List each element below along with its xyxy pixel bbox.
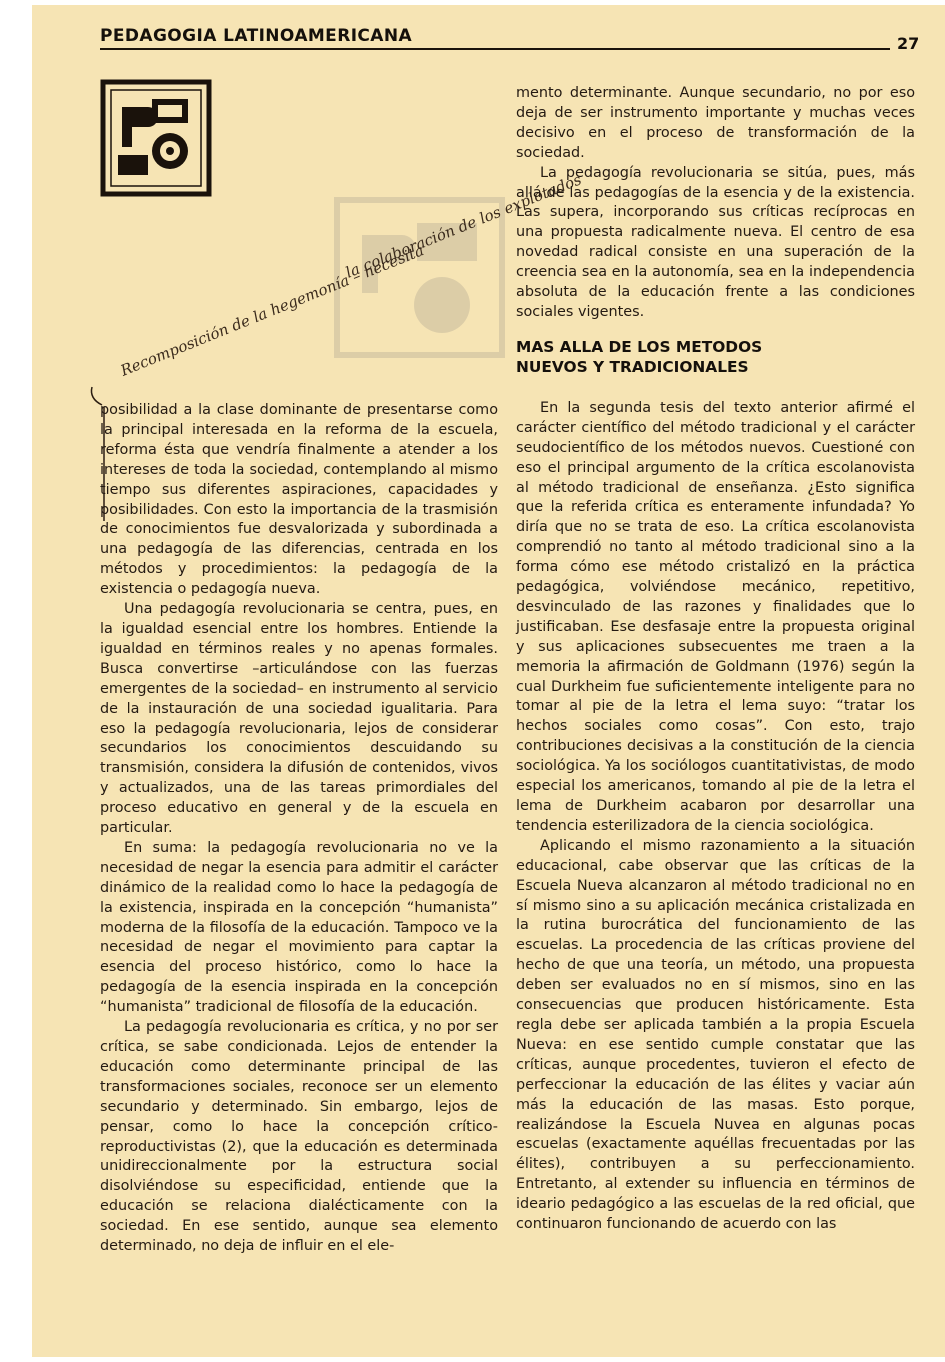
paragraph: mento determinante. Aunque secundario, no por eso deja de ser instrumento importante y muchas veces decisivo en el proceso de transformación de la sociedad. [516, 85, 915, 161]
section-heading-line: MAS ALLA DE LOS METODOS [516, 337, 763, 356]
section-heading [516, 337, 915, 377]
paragraph: posibilidad a la clase dominante de presentarse como la principal interesada en la reforma de la escuela, reforma ésta que vendría finalmente a atender a los intereses de toda la sociedad, contemplando al mismo tiempo sus diferentes aspiraciones, capacidades y posibilidades. Con esto la importancia de la trasmisión de conocimientos fue desvalorizada y subordinada a una pedagogía de las diferencias, centrada en los métodos y procedimientos: la pedagogía de la existencia o pedagogía nueva. [100, 402, 498, 598]
section-heading-line: NUEVOS Y TRADICIONALES [516, 357, 749, 376]
page-number: 27 [897, 34, 920, 53]
paragraph: En suma: la pedagogía revolucionaria no ve la necesidad de negar la esencia para admitir el carácter dinámico de la realidad como lo hace la pedagogía de la existencia, inspirada en la concepción “humanista” moderna de la filosofía de la educación. Tampoco ve la necesidad de negar el movimiento para captar la esencia del proceso histórico, como lo hace la pedagogía de la esencia inspirada en la concepción “humanista” tradicional de filosofía de la educación. [100, 839, 498, 1016]
book-page [32, 5, 945, 1357]
paragraph: Aplicando el mismo razonamiento a la situación educacional, cabe observar que las críticas de la Escuela Nueva alcanzaron al método tradicional no en sí mismo sino a su aplicación mecánica cristalizada en la rutina burocrática del funcionamiento de las escuelas. La procedencia de las críticas proviene del hecho de que una teoría, un método, una propuesta deben ser evaluados no en sí mismos, sino en las consecuencias que producen históricamente. Esta regla debe ser aplicada también a la propia Escuela Nueva: en ese sentido cumple constatar que las críticas, aunque procedentes, tuvieron el efecto de perfeccionar la educación de las élites y vaciar aún más la educación de las masas. Esto porque, realizándose la Escuela Nuvea en algunas pocas escuelas (exactamente aquéllas frecuentadas por las élites), contribuyen a su perfeccionamiento. Entretanto, al extender su influencia en términos de ideario pedagógico a las escuelas de la red oficial, que continuaron funcionando de acuerdo con las [516, 837, 915, 1233]
running-title: PEDAGOGIA LATINOAMERICANA [100, 26, 413, 46]
section-logo-icon [100, 79, 212, 197]
paragraph: La pedagogía revolucionaria se sitúa, pues, más allá de las pedagogías de la esencia y de la existencia. Las supera, incorporando sus críticas recíprocas en una propuesta radicalmente nueva. El centro de esa novedad radical consiste en una superación de la creencia sea en la autonomía, sea en la independencia absoluta de la educación frente a las condiciones sociales vigentes. [516, 164, 915, 320]
annotation-line: la colaboración de los explotados [343, 170, 585, 282]
paragraph: Una pedagogía revolucionaria se centra, pues, en la igualdad esencial entre los hombres. Entiende la igualdad en términos reales y no apenas formales. Busca convertirse –articulándose con las fuerzas emergentes de la sociedad– en instrumento al servicio de la instauración de una sociedad igualitaria. Para eso la pedagogía revolucionaria, lejos de considerar secundarios los conocimientos descuidando su transmisión, considera la difusión de contenidos, vivos y actualizados, una de las tareas primordiales del proceso educativo en general y de la escuela en particular. [100, 601, 498, 837]
header-rule [100, 48, 890, 50]
paragraph: En la segunda tesis del texto anterior afirmé el carácter científico del método tradicional y el carácter seudocientífico de los métodos nuevos. Cuestioné con eso el principal argumento de la crítica escolanovista al método tradicional de enseñanza. ¿Esto significa que la referida crítica es enteramente infundada? Yo diría que no se trata de eso. La crítica escolanovista comprendió no tanto al método tradicional sino a la forma cómo ese método cristalizó en la práctica pedagógica, volviéndose mecánico, repetitivo, desvinculado de las razones y finalidades que lo justificaban. Ese desfasaje entre la propuesta original y sus aplicaciones subsecuentes me traen a la memoria la afirmación de Goldmann (1976) según la cual Durkheim fue suficientemente inteligente para no tomar al pie de la letra el lema suyo: “tratar los hechos sociales como cosas”. Con esto, trajo contribuciones decisivas a la constitución de la ciencia sociológica. Ya los sociólogos cuantitativistas, de modo especial los americanos, tomando al pie de la letra el lema de Durkheim acabaron por desarrollar una tendencia esterilizadora de la ciencia sociológica. [516, 399, 915, 834]
annotation-line: Recomposición de la hegemonía – necesita [118, 241, 427, 380]
left-column [100, 401, 498, 1257]
paragraph: La pedagogía revolucionaria es crítica, y no por ser crítica, se sabe condicionada. Lejos de entender la educación como determinante principal de las transformaciones sociales, reconoce ser un elemento secundario y determinado. Sin embargo, lejos de pensar, como lo hace la concepción crítico-reproductivistas (2), que la educación es determinada unidireccionalmente por la estructura social disolviéndose su especificidad, entiende que la educación se relaciona dialécticamente con la sociedad. En ese sentido, aunque sea elemento determinado, no deja de influir en el ele- [100, 1019, 498, 1255]
right-column [516, 84, 915, 1235]
handwritten-annotation [88, 170, 585, 418]
